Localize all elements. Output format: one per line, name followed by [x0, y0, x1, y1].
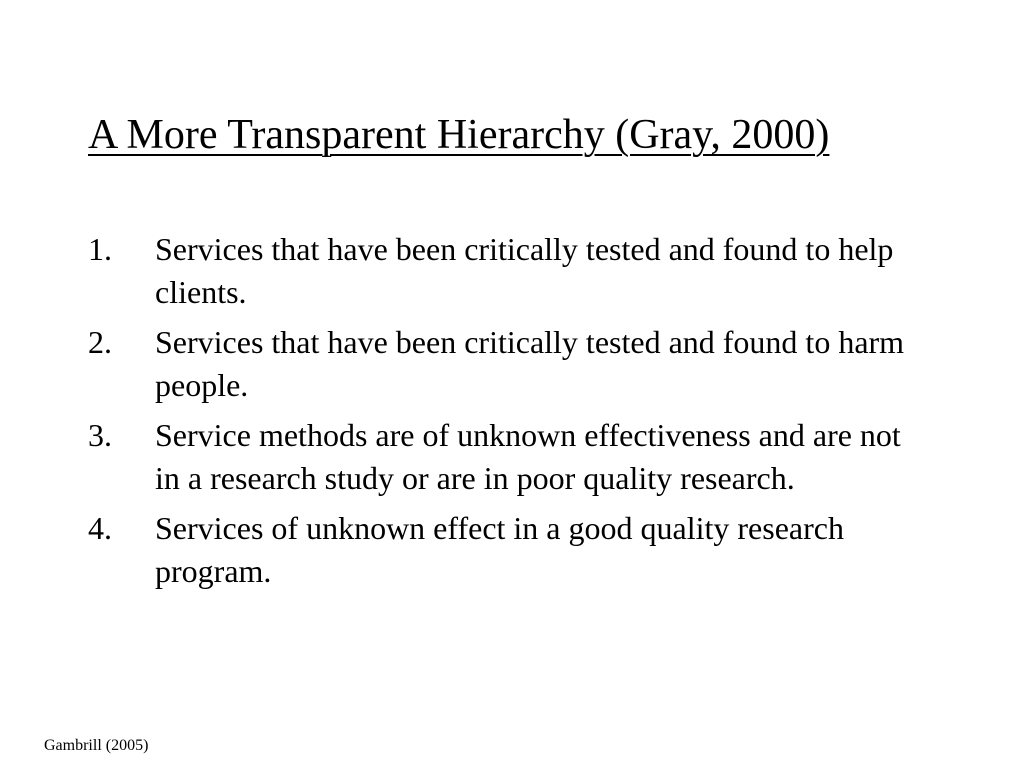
list-item-number: 2.	[88, 324, 112, 360]
list-item-number: 1.	[88, 231, 112, 267]
list-item-number: 4.	[88, 510, 112, 546]
list-item-text: Service methods are of unknown effectiveness and are not in a research study or are in poor quality research.	[155, 417, 901, 496]
list-item	[88, 507, 918, 593]
hierarchy-list	[88, 228, 918, 600]
list-item-number: 3.	[88, 417, 112, 453]
list-item	[88, 228, 918, 314]
list-item-text: Services that have been critically tested and found to harm people.	[155, 324, 905, 403]
slide-title: A More Transparent Hierarchy (Gray, 2000)	[88, 112, 830, 158]
list-item	[88, 414, 918, 500]
list-item	[88, 321, 918, 407]
list-item-text: Services that have been critically tested and found to help clients.	[155, 231, 894, 310]
list-item-text: Services of unknown effect in a good quality research program.	[155, 510, 844, 589]
source-citation: Gambrill (2005)	[44, 737, 149, 754]
